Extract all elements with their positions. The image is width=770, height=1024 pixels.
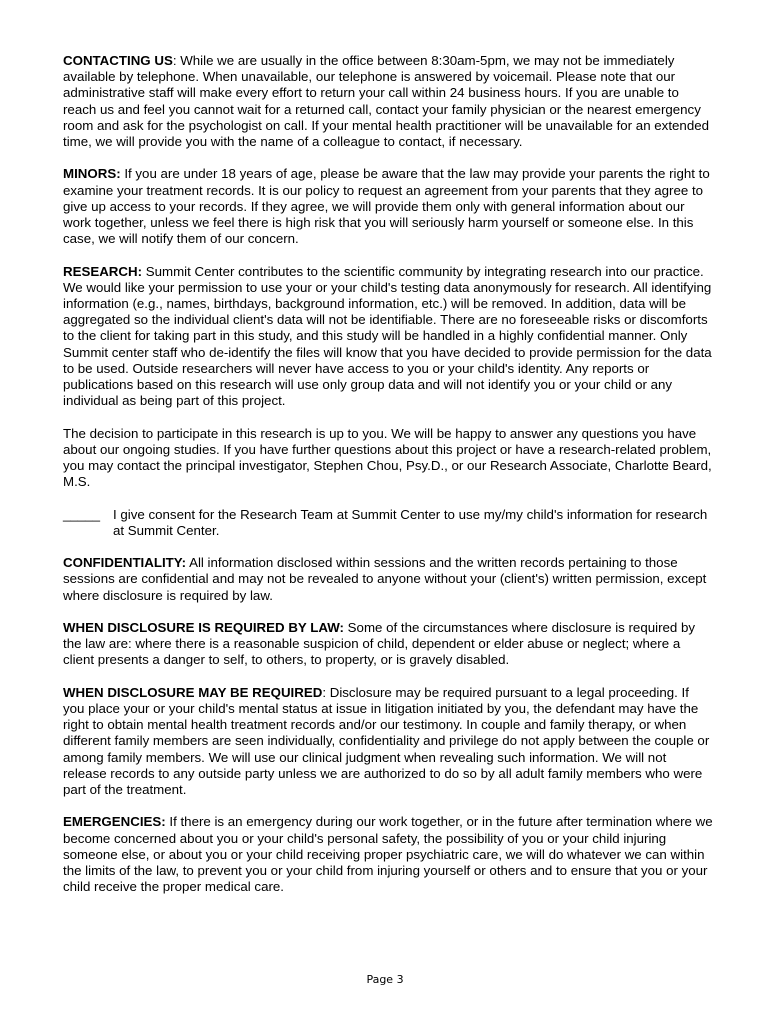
consent-statement: I give consent for the Research Team at Summit Center to use my/my child's information for research at Summit Center.	[113, 506, 708, 538]
section-heading: CONFIDENTIALITY:	[63, 555, 187, 571]
section-text: All information disclosed within sessions and the written records pertaining to those sessions are confidential and may not be revealed to anyone without your (client's) written permission, except where disclosure is required by law.	[63, 555, 707, 603]
section-confidentiality	[63, 555, 713, 604]
consent-initials-blank[interactable]: _____	[63, 506, 100, 522]
consent-line	[63, 507, 713, 539]
section-disclosure-may-be-required	[63, 685, 713, 798]
section-text: If you are under 18 years of age, please be aware that the law may provide your parents the right to examine your treatment records. It is our policy to request an agreement from your parents that they agree to give up access to your records. If they agree, we will provide them only with general information about our work together, unless we feel there is high risk that you will seriously harm yourself or someone else. In this case, we will notify them of our concern.	[63, 166, 710, 247]
section-text: The decision to participate in this research is up to you. We will be happy to answer any questions you have about our ongoing studies. If you have further questions about this project or have a research-related problem, you may contact the principal investigator, Stephen Chou, Psy.D., or our Research Associate, Charlotte Beard, M.S.	[63, 425, 712, 490]
section-heading: WHEN DISCLOSURE IS REQUIRED BY LAW:	[63, 620, 344, 636]
section-heading: WHEN DISCLOSURE MAY BE REQUIRED	[63, 684, 323, 700]
section-text: Summit Center contributes to the scientific community by integrating research into our practice. We would like your permission to use your or your child's testing data anonymously for research. All identifying information (e.g., names, birthdays, background information, etc.) will be removed. In addition, data will be aggregated so the individual client's data will not be identifiable. There are no foreseeable risks or discomforts to the client for taking part in this study, and this study will be handled in a highly confidential manner. Only Summit center staff who de-identify the files will know that you have decided to provide permission for the data to be used. Outside researchers will never have access to you or your child's identity. Any reports or publications based on this research will use only group data and will not identify you or your child or any individual as being part of this project.	[63, 263, 712, 409]
section-text: : Disclosure may be required pursuant to a legal proceeding. If you place your or your child's mental status at issue in litigation initiated by you, the defendant may have the right to obtain mental health treatment records and/or our testimony. In couple and family therapy, or when different family members are seen individually, confidentiality and privilege do not apply between the couple or among family members. We will use our clinical judgment when revealing such information. We will not release records to any outside party unless we are authorized to do so by all adult family members who were part of the treatment.	[63, 684, 710, 798]
section-research	[63, 264, 713, 410]
section-emergencies	[63, 814, 713, 895]
section-disclosure-required-by-law	[63, 620, 713, 669]
section-text: Some of the circumstances where disclosure is required by the law are: where there is a reasonable suspicion of child, dependent or elder abuse or neglect; where a client presents a danger to self, to others, to property, or is gravely disabled.	[63, 620, 696, 668]
section-text: : While we are usually in the office between 8:30am-5pm, we may not be immediately available by telephone. When unavailable, our telephone is answered by voicemail. Please note that our administrative staff will make every effort to return your call within 24 business hours. If you are unable to reach us and feel you cannot wait for a returned call, contact your family physician or the nearest emergency room and ask for the psychologist on call. If your mental health practitioner will be unavailable for an extended time, we will provide you with the name of a colleague to contact, if necessary.	[63, 53, 710, 150]
section-heading: MINORS:	[63, 166, 121, 182]
section-text: If there is an emergency during our work together, or in the future after termination where we become concerned about you or your child's personal safety, the possibility of you or your child injuring someone else, or about you or your child receiving proper psychiatric care, we will do whatever we can within the limits of the law, to prevent you or your child from injuring yourself or others and to ensure that you or your child receive the proper medical care.	[63, 814, 713, 895]
section-minors	[63, 166, 713, 247]
page-number: Page 3	[366, 973, 404, 986]
section-decision	[63, 426, 713, 491]
section-heading: EMERGENCIES:	[63, 814, 166, 830]
document-body	[63, 53, 713, 912]
section-heading: CONTACTING US	[63, 53, 173, 68]
section-contacting-us	[63, 53, 713, 150]
section-heading: RESEARCH:	[63, 263, 143, 279]
